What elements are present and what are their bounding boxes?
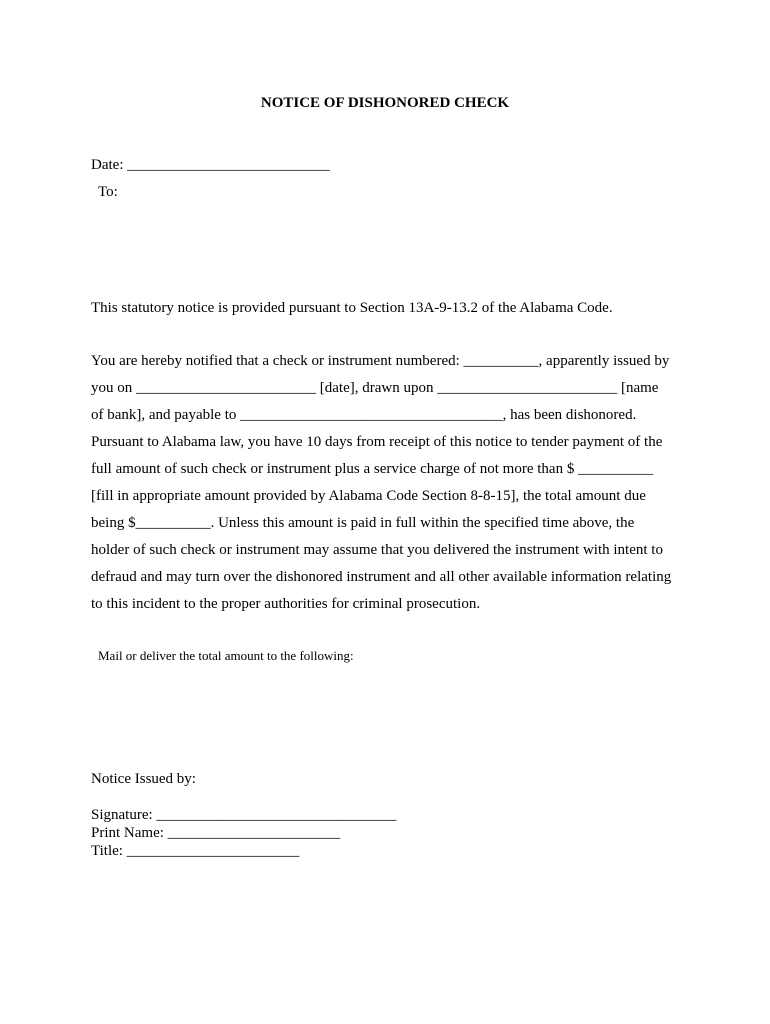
- body-line: to this incident to the proper authorities for criminal prosecution.: [91, 596, 481, 612]
- recipient-label: To:: [98, 184, 118, 200]
- body-line: Pursuant to Alabama law, you have 10 days from receipt of this notice to tender payment of the: [91, 434, 663, 450]
- date-field-line: Date: ___________________________: [91, 157, 330, 173]
- statutory-notice: This statutory notice is provided pursuant to Section 13A-9-13.2 of the Alabama Code.: [91, 300, 613, 316]
- body-line: being $__________. Unless this amount is paid in full within the specified time above, the: [91, 515, 635, 531]
- body-line: full amount of such check or instrument plus a service charge of not more than $ __________: [91, 461, 654, 477]
- title-field-line: Title: _______________________: [91, 843, 300, 859]
- document-title: NOTICE OF DISHONORED CHECK: [260, 95, 510, 111]
- body-line: holder of such check or instrument may assume that you delivered the instrument with intent to: [91, 542, 663, 558]
- mail-instruction: Mail or deliver the total amount to the following:: [98, 648, 354, 663]
- body-line: of bank], and payable to ___________________________________, has been dishonored.: [91, 407, 637, 423]
- notice-issued-by-label: Notice Issued by:: [91, 771, 196, 787]
- body-line: [fill in appropriate amount provided by Alabama Code Section 8-8-15], the total amount due: [91, 488, 646, 504]
- signature-field-line: Signature: ________________________________: [91, 807, 397, 823]
- body-line: You are hereby notified that a check or instrument numbered: __________, apparently issued by: [91, 353, 670, 369]
- body-line: defraud and may turn over the dishonored instrument and all other available information relating: [91, 569, 672, 585]
- print-name-field-line: Print Name: _______________________: [91, 825, 341, 841]
- notice-body-paragraph: [91, 352, 691, 622]
- body-line: you on ________________________ [date], drawn upon ________________________ [name: [91, 380, 659, 396]
